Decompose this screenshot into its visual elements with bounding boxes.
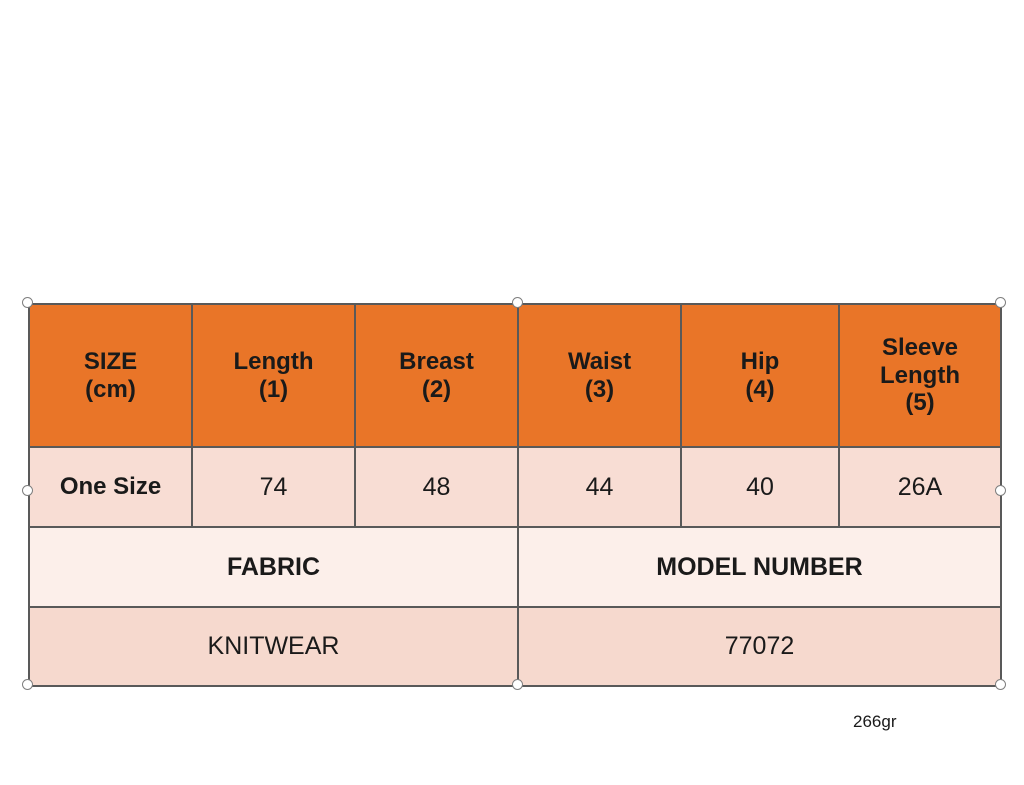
- cell-fabric-value: KNITWEAR: [29, 607, 518, 686]
- header-cell-size: [29, 304, 192, 447]
- header-waist-line2: (3): [584, 375, 615, 403]
- resize-handle-top-center[interactable]: [512, 297, 523, 308]
- header-cell-sleeve-length: [839, 304, 1001, 447]
- header-waist-line1: Waist: [567, 347, 632, 375]
- cell-length-value: 74: [192, 447, 355, 527]
- header-hip-line2: (4): [745, 375, 775, 403]
- size-chart-table-object[interactable]: [28, 303, 1000, 685]
- header-cell-hip: [681, 304, 839, 447]
- header-breast-line2: (2): [421, 375, 452, 403]
- cell-waist-value: 44: [518, 447, 681, 527]
- header-sleeve-line2: Length: [880, 361, 960, 389]
- header-length-line2: (1): [258, 375, 289, 403]
- resize-handle-top-left[interactable]: [22, 297, 33, 308]
- cell-sleeve-length-value: 26A: [839, 447, 1001, 527]
- header-size-line2: (cm): [85, 375, 136, 403]
- cell-size-label: One Size: [29, 447, 192, 527]
- table-row: [29, 447, 1001, 527]
- table-row: [29, 527, 1001, 607]
- resize-handle-bottom-center[interactable]: [512, 679, 523, 690]
- garment-weight-note: 266gr: [853, 712, 897, 731]
- table-header-row: [29, 304, 1001, 447]
- cell-model-number-header: MODEL NUMBER: [518, 527, 1001, 607]
- resize-handle-top-right[interactable]: [995, 297, 1006, 308]
- cell-fabric-header: FABRIC: [29, 527, 518, 607]
- cell-model-number-value: 77072: [518, 607, 1001, 686]
- header-cell-waist: [518, 304, 681, 447]
- header-sleeve-line1: Sleeve: [881, 334, 959, 362]
- resize-handle-middle-right[interactable]: [995, 485, 1006, 496]
- resize-handle-middle-left[interactable]: [22, 485, 33, 496]
- header-size-line1: SIZE: [83, 347, 138, 375]
- header-breast-line1: Breast: [399, 347, 474, 375]
- resize-handle-bottom-right[interactable]: [995, 679, 1006, 690]
- header-hip-line1: Hip: [740, 347, 780, 375]
- cell-hip-value: 40: [681, 447, 839, 527]
- header-sleeve-line3: (5): [905, 389, 935, 417]
- table-row: [29, 607, 1001, 686]
- header-cell-length: [192, 304, 355, 447]
- cell-breast-value: 48: [355, 447, 518, 527]
- header-length-line1: Length: [233, 347, 314, 375]
- header-cell-breast: [355, 304, 518, 447]
- size-chart-table: [28, 303, 1002, 687]
- resize-handle-bottom-left[interactable]: [22, 679, 33, 690]
